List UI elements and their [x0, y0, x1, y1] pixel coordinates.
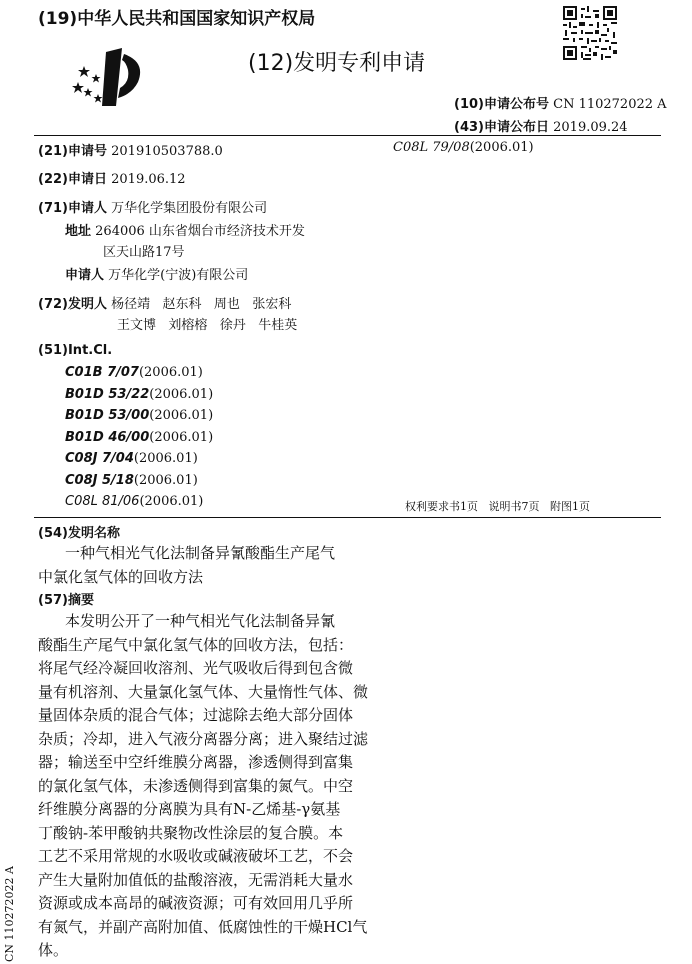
abstract-line: 酸酯生产尾气中氯化氢气体的回收方法，包括：	[38, 635, 354, 654]
inventors-line-2: 王文博 刘榕榕 徐丹 牛桂英	[117, 318, 298, 333]
abstract-line: 纤维膜分离器的分离膜为具有N-乙烯基-γ氨基	[38, 800, 341, 818]
abstract-body	[38, 610, 618, 963]
inventors: (72)发明人 杨径靖 赵东科 周也 张宏科	[38, 297, 292, 312]
qr-code-icon	[563, 6, 617, 60]
ipc-entry: B01D 53/22(2006.01)	[65, 387, 214, 402]
ipc-entry: B01D 53/00(2006.01)	[65, 408, 214, 423]
cnipa-logo-icon	[72, 44, 152, 114]
applicant: (71)申请人 万华化学集团股份有限公司	[38, 201, 268, 216]
abstract-label: (57)摘要	[38, 593, 94, 608]
abstract-line: 的氯化氢气体，未渗透侧得到富集的氮气。中空	[38, 776, 354, 795]
application-number: (21)申请号 201910503788.0	[38, 144, 223, 159]
publication-number: (10)申请公布号 CN 110272022 A	[454, 97, 667, 112]
side-publication-number: CN 110272022 A	[3, 866, 16, 962]
abstract-line: 资源或成本高昂的碱液资源；可有效回用几乎所	[38, 894, 354, 912]
int-cl-label: (51)Int.Cl.	[38, 343, 113, 358]
title-line: 一种气相光气化法制备异氰酸酯生产尾气	[65, 544, 336, 562]
ipc-entry: C08L 81/06(2006.01)	[65, 494, 204, 509]
abstract-line: 量固体杂质的混合气体；过滤除去绝大部分固体	[38, 706, 354, 724]
page-counts: 权利要求书1页 说明书7页 附图1页	[405, 500, 590, 513]
header-divider	[34, 135, 661, 136]
title-line: 中氯化氢气体的回收方法	[38, 567, 204, 586]
ipc-entry: B01D 46/00(2006.01)	[65, 430, 214, 445]
title-label: (54)发明名称	[38, 526, 120, 541]
application-date: (22)申请日 2019.06.12	[38, 172, 186, 187]
abstract-line: 器；输送至中空纤维膜分离器，渗透侧得到富集	[38, 753, 354, 771]
biblio-divider	[34, 517, 661, 518]
co-applicant: 申请人 万华化学(宁波)有限公司	[65, 268, 249, 283]
abstract-line: 工艺不采用常规的水吸收或碱液破坏工艺，不会	[38, 847, 354, 865]
abstract-line: 体。	[38, 941, 69, 959]
abstract-line: 杂质；冷却，进入气液分离器分离；进入聚结过滤	[38, 729, 369, 748]
address-line-2: 区天山路17号	[103, 245, 185, 260]
additional-classification: C08L 79/08(2006.01)	[393, 140, 534, 155]
abstract-line: 有氮气，并副产高附加值、低腐蚀性的干燥HCl气	[38, 917, 368, 936]
abstract-line: 产生大量附加值低的盐酸溶液，无需消耗大量水	[38, 870, 354, 889]
publication-date: (43)申请公布日 2019.09.24	[454, 120, 628, 135]
issuing-office: (19)中华人民共和国国家知识产权局	[38, 9, 316, 29]
abstract-line: 量有机溶剂、大量氯化氢气体、大量惰性气体、微	[38, 682, 369, 701]
abstract-line: 将尾气经冷凝回收溶剂、光气吸收后得到包含微	[38, 659, 354, 677]
ipc-entry: C08J 5/18(2006.01)	[65, 473, 198, 488]
ipc-entry: C08J 7/04(2006.01)	[65, 451, 198, 466]
abstract-line: 本发明公开了一种气相光气化法制备异氰	[65, 612, 336, 630]
address: 地址 264006 山东省烟台市经济技术开发	[65, 224, 305, 239]
ipc-entry: C01B 7/07(2006.01)	[65, 365, 203, 380]
invention-title	[38, 542, 335, 589]
abstract-line: 丁酸钠-苯甲酸钠共聚物改性涂层的复合膜。本	[38, 823, 344, 842]
document-type: (12)发明专利申请	[248, 51, 426, 76]
